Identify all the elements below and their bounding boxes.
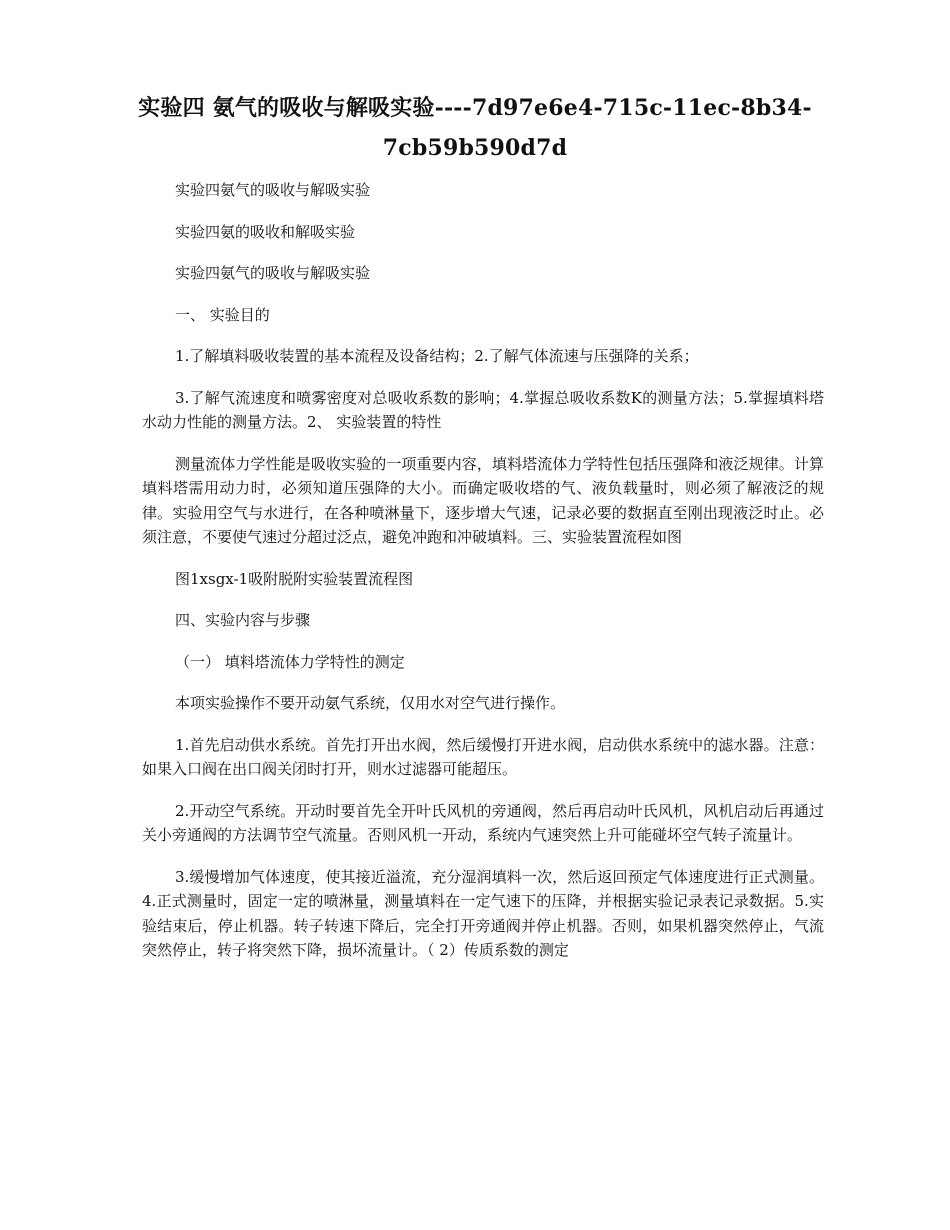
paragraph: 测量流体力学性能是吸收实验的一项重要内容，填料塔流体力学特性包括压强降和液泛规律。计算填料塔需用动力时，必须知道压强降的大小。而确定吸收塔的气、液负载量时，则必须了解液泛的规律。实验用空气与水进行，在各种喷淋量下，逐步增大气速，记录必要的数据直至刚出现液泛时止。必须注意，不要使气速过分超过泛点，避免冲跑和冲破填料。三、实验装置流程如图 xyxy=(142,454,824,546)
paragraph: 1.了解填料吸收装置的基本流程及设备结构；2.了解气体流速与压强降的关系； xyxy=(175,347,699,365)
paragraph: 实验四氨的吸收和解吸实验 xyxy=(175,222,356,241)
paragraph: 2.开动空气系统。开动时要首先全开叶氏风机的旁通阀，然后再启动叶氏风机，风机启动后再通过关小旁通阀的方法调节空气流量。否则风机一开动，系统内气速突然上升可能碰坏空气转子流量计。 xyxy=(142,801,824,844)
paragraph: 实验四氨气的吸收与解吸实验 xyxy=(175,181,371,199)
paragraph: 1.首先启动供水系统。首先打开出水阀，然后缓慢打开进水阀，启动供水系统中的滤水器。注意：如果入口阀在出口阀关闭时打开，则水过滤器可能超压。 xyxy=(142,735,824,778)
paragraph: 3.缓慢增加气体速度，使其接近溢流，充分湿润填料一次，然后返回预定气体速度进行正式测量。4.正式测量时，固定一定的喷淋量，测量填料在一定气速下的压降，并根据实验记录表记录数据。5.实验结束后，停止机器。转子转速下降后，完全打开旁通阀并停止机器。否则，如果机器突然停止，气流突然停止，转子将突然下降，损坏流量计。（ 2）传质系数的测定 xyxy=(142,867,824,959)
figure-caption: 图1xsgx-1吸附脱附实验装置流程图 xyxy=(175,569,414,588)
paragraph: 实验四氨气的吸收与解吸实验 xyxy=(175,264,371,282)
section-heading: 四、实验内容与步骤 xyxy=(175,611,311,629)
paragraph: 3.了解气流速度和喷雾密度对总吸收系数的影响；4.掌握总吸收系数K的测量方法；5.掌握填料塔水动力性能的测量方法。2、 实验装置的特性 xyxy=(142,388,824,431)
paragraph: 本项实验操作不要开动氨气系统，仅用水对空气进行操作。 xyxy=(175,694,566,712)
subsection-heading: （一） 填料塔流体力学特性的测定 xyxy=(175,652,405,671)
document-title: 实验四 氨气的吸收与解吸实验----7d97e6e4-715c-11ec-8b34-7cb59b590d7d xyxy=(138,95,812,161)
section-heading: 一、 实验目的 xyxy=(175,305,270,324)
document-body xyxy=(142,178,824,980)
